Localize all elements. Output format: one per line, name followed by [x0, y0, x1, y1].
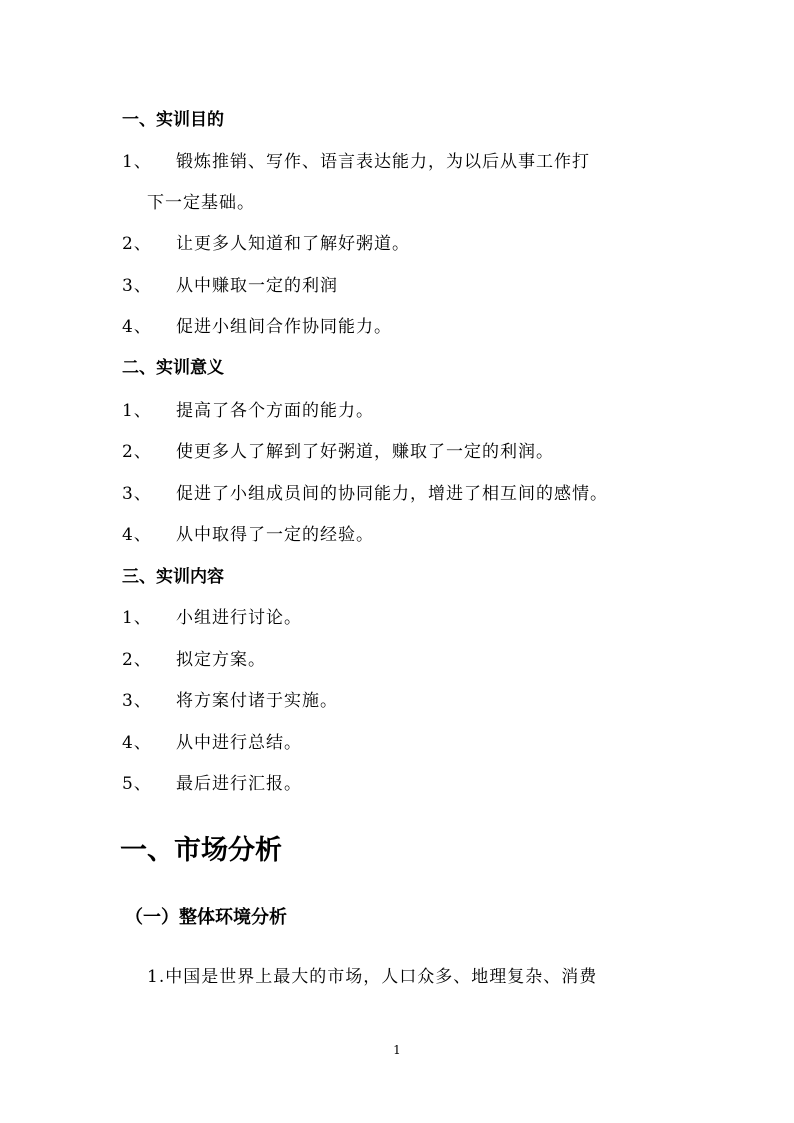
list-item [122, 483, 608, 505]
list-item-text: 小组进行讨论。 [176, 608, 302, 628]
list-item-text: 让更多人知道和了解好粥道。 [176, 234, 410, 254]
list-item-number: 4、 [122, 733, 152, 753]
list-item-number: 3、 [122, 691, 152, 711]
list-item-continuation: 下一定基础。 [147, 193, 255, 213]
subsection-heading: （一）整体环境分析 [125, 907, 287, 928]
list-item-number: 1、 [122, 152, 152, 172]
list-item [122, 649, 266, 671]
list-item-text: 从中进行总结。 [176, 733, 302, 753]
list-item-text: 促进小组间合作协同能力。 [176, 317, 392, 337]
list-item-text: 使更多人了解到了好粥道，赚取了一定的利润。 [176, 442, 554, 462]
chapter-heading: 一、市场分析 [120, 835, 282, 866]
list-item [122, 233, 410, 255]
list-item-text: 将方案付诸于实施。 [176, 691, 338, 711]
list-item-number: 3、 [122, 484, 152, 504]
list-item [122, 607, 302, 629]
section-heading-content: 三、实训内容 [122, 567, 224, 587]
list-item-text: 最后进行汇报。 [176, 774, 302, 794]
list-item-number: 4、 [122, 317, 152, 337]
list-item [122, 316, 392, 338]
list-item-number: 3、 [122, 276, 152, 296]
body-paragraph: 1.中国是世界上最大的市场，人口众多、地理复杂、消费 [147, 967, 598, 987]
list-item-text: 促进了小组成员间的协同能力，增进了相互间的感情。 [176, 484, 608, 504]
list-item [122, 732, 302, 754]
list-item-text: 从中赚取一定的利润 [176, 276, 338, 296]
list-item-text: 锻炼推销、写作、语言表达能力，为以后从事工作打 [176, 152, 590, 172]
list-item [122, 400, 374, 422]
list-item [122, 524, 374, 546]
list-item [122, 275, 338, 297]
list-item-number: 4、 [122, 525, 152, 545]
list-item-number: 2、 [122, 650, 152, 670]
list-item-number: 5、 [122, 774, 152, 794]
list-item [122, 151, 590, 173]
list-item-text: 从中取得了一定的经验。 [176, 525, 374, 545]
list-item-text: 提高了各个方面的能力。 [176, 401, 374, 421]
list-item [122, 773, 302, 795]
list-item-number: 2、 [122, 234, 152, 254]
section-heading-significance: 二、实训意义 [122, 358, 224, 378]
list-item-number: 1、 [122, 608, 152, 628]
list-item-number: 1、 [122, 401, 152, 421]
list-item [122, 690, 338, 712]
section-heading-purpose: 一、实训目的 [122, 110, 224, 130]
list-item-text: 拟定方案。 [176, 650, 266, 670]
list-item [122, 441, 554, 463]
list-item-number: 2、 [122, 442, 152, 462]
page-number: 1 [393, 1043, 401, 1057]
